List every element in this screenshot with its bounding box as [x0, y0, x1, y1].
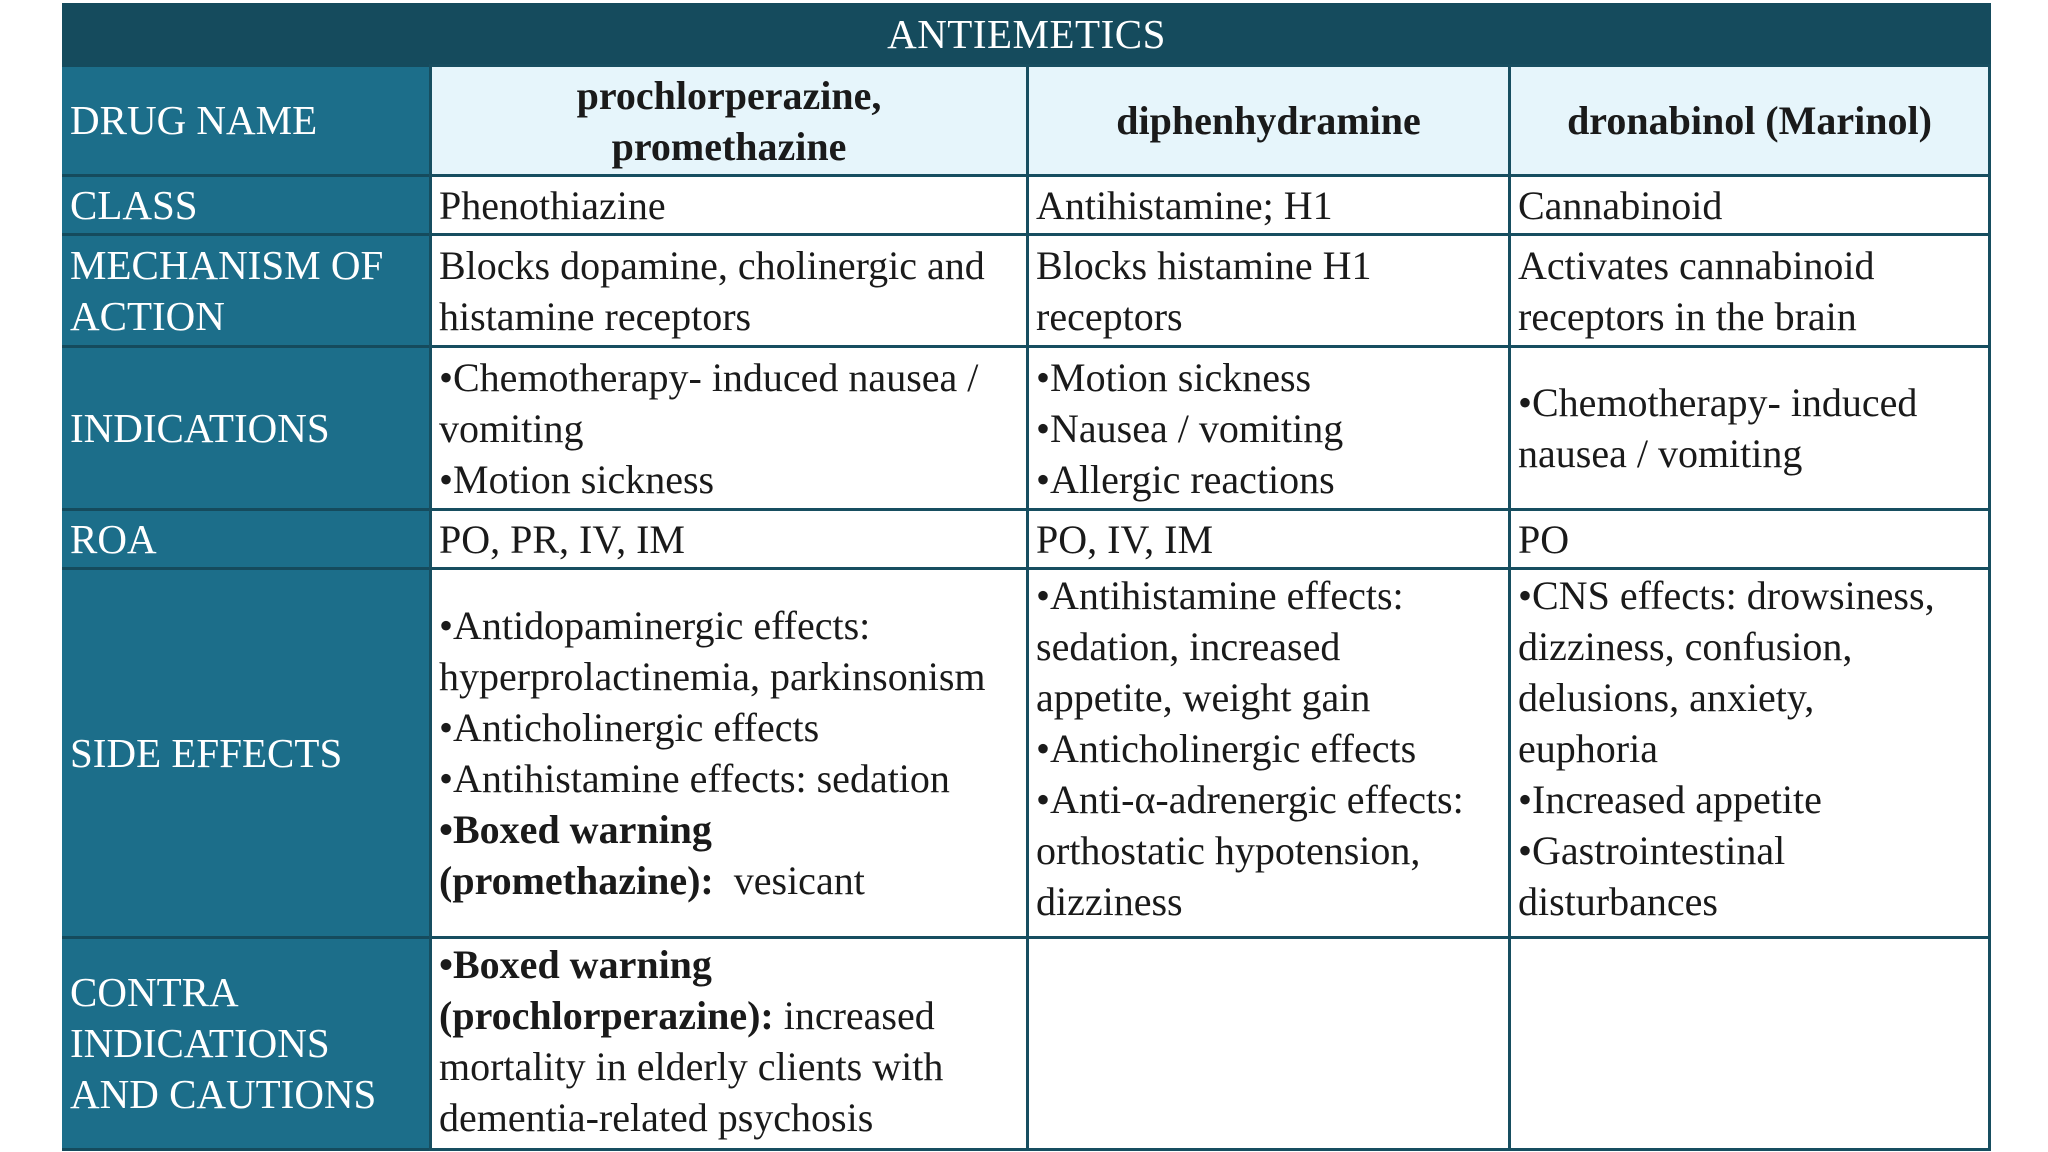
cell-text: orthostatic hypotension,: [1036, 828, 1421, 873]
drug-name-line: prochlorperazine,: [576, 72, 882, 118]
row-label-text: ROA: [70, 515, 157, 562]
roa-cell-3: [1508, 508, 1991, 567]
cell-text: PO, IV, IM: [1036, 516, 1214, 562]
cell-text: mortality in elderly clients with: [439, 1044, 944, 1089]
boxed-warning-label: •Boxed warning: [439, 807, 712, 852]
contra-cell-2: [1026, 936, 1508, 1151]
indications-cell-3: [1508, 345, 1991, 508]
row-label-text: INDICATIONS: [70, 1020, 330, 1066]
row-label-text: SIDE EFFECTS: [70, 729, 343, 776]
drug-name-line: promethazine: [611, 123, 847, 169]
side-effects-cell-2: [1026, 567, 1508, 936]
cell-text: nausea / vomiting: [1518, 431, 1803, 476]
cell-text: sedation, increased: [1036, 624, 1341, 669]
cell-text: hyperprolactinemia, parkinsonism: [439, 654, 986, 699]
roa-cell-2: [1026, 508, 1508, 567]
row-label-text: MECHANISM OF: [70, 241, 384, 288]
contra-cell-3: [1508, 936, 1991, 1151]
cell-text: Blocks dopamine, cholinergic and: [439, 242, 985, 288]
cell-text: •Chemotherapy- induced: [1518, 380, 1918, 425]
contra-cell-1: [429, 936, 1026, 1151]
row-label-text: INDICATIONS: [70, 404, 330, 451]
cell-text: disturbances: [1518, 879, 1718, 924]
table-title: ANTIEMETICS: [62, 3, 1991, 64]
cell-text: •Gastrointestinal: [1518, 828, 1786, 873]
cell-text: vomiting: [439, 405, 584, 451]
boxed-warning-drug: (promethazine):: [439, 858, 714, 903]
cell-text: •Antihistamine effects: sedation: [439, 756, 950, 801]
cell-text: histamine receptors: [439, 293, 752, 339]
row-label-text: DRUG NAME: [70, 97, 318, 143]
cell-text: •Chemotherapy- induced nausea /: [439, 354, 979, 400]
cell-text: Blocks histamine H1: [1036, 242, 1372, 288]
cell-text: •CNS effects: drowsiness,: [1518, 573, 1935, 618]
boxed-warning-text: increased: [773, 993, 935, 1038]
row-label-indications: [62, 345, 429, 508]
cell-text: dementia-related psychosis: [439, 1095, 874, 1140]
cell-text: •Anti-α-adrenergic effects:: [1036, 777, 1464, 822]
row-label-contraindications: [62, 936, 429, 1151]
cell-text: •Increased appetite: [1518, 777, 1822, 822]
mechanism-cell-2: [1026, 233, 1508, 345]
cell-text: receptors in the brain: [1518, 293, 1857, 339]
drug-name-cell-2: [1026, 64, 1508, 174]
cell-text: delusions, anxiety,: [1518, 675, 1815, 720]
cell-text: •Motion sickness: [1036, 354, 1312, 400]
cell-text: •Nausea / vomiting: [1036, 405, 1344, 451]
cell-text: •Anticholinergic effects: [439, 705, 820, 750]
cell-text: dizziness: [1036, 879, 1183, 924]
mechanism-cell-1: [429, 233, 1026, 345]
cell-text: •Motion sickness: [439, 456, 715, 502]
cell-text: Activates cannabinoid: [1518, 242, 1875, 288]
cell-text: euphoria: [1518, 726, 1658, 771]
cell-text: •Antihistamine effects:: [1036, 573, 1404, 618]
row-label-class: [62, 174, 429, 233]
cell-text: receptors: [1036, 293, 1183, 339]
cell-text: Antihistamine; H1: [1036, 182, 1333, 228]
cell-text: •Antidopaminergic effects:: [439, 603, 871, 648]
antiemetics-table: [62, 3, 1991, 1151]
cell-text: appetite, weight gain: [1036, 675, 1371, 720]
boxed-warning-line: [439, 990, 1019, 1041]
row-label-side-effects: [62, 567, 429, 936]
row-label-roa: [62, 508, 429, 567]
cell-text: dizziness, confusion,: [1518, 624, 1853, 669]
cell-text: Phenothiazine: [439, 182, 666, 228]
row-label-text: AND CAUTIONS: [70, 1071, 377, 1117]
class-cell-1: [429, 174, 1026, 233]
cell-text: PO: [1518, 516, 1570, 562]
roa-cell-1: [429, 508, 1026, 567]
drug-name-line: diphenhydramine: [1116, 98, 1421, 143]
cell-text: •Allergic reactions: [1036, 456, 1335, 502]
boxed-warning-drug: (prochlorperazine):: [439, 993, 774, 1038]
row-label-text: CONTRA: [70, 969, 239, 1015]
drug-name-cell-1: [429, 64, 1026, 174]
row-label-mechanism: [62, 233, 429, 345]
row-label-drug-name: [62, 64, 429, 174]
indications-cell-2: [1026, 345, 1508, 508]
cell-text: •Anticholinergic effects: [1036, 726, 1417, 771]
side-effects-cell-3: [1508, 567, 1991, 936]
drug-name-line: dronabinol (Marinol): [1567, 98, 1932, 143]
cell-text: PO, PR, IV, IM: [439, 516, 685, 562]
row-label-text: ACTION: [70, 292, 225, 339]
cell-text: Cannabinoid: [1518, 182, 1723, 228]
boxed-warning-text: vesicant: [733, 858, 865, 903]
side-effects-cell-1: [429, 567, 1026, 936]
boxed-warning-line: [439, 939, 1019, 990]
class-cell-3: [1508, 174, 1991, 233]
row-label-text: CLASS: [70, 181, 198, 228]
drug-name-cell-3: [1508, 64, 1991, 174]
class-cell-2: [1026, 174, 1508, 233]
indications-cell-1: [429, 345, 1026, 508]
mechanism-cell-3: [1508, 233, 1991, 345]
boxed-warning-line: [439, 804, 1019, 855]
boxed-warning-label: •Boxed warning: [439, 942, 712, 987]
boxed-warning-line: [439, 855, 1019, 906]
